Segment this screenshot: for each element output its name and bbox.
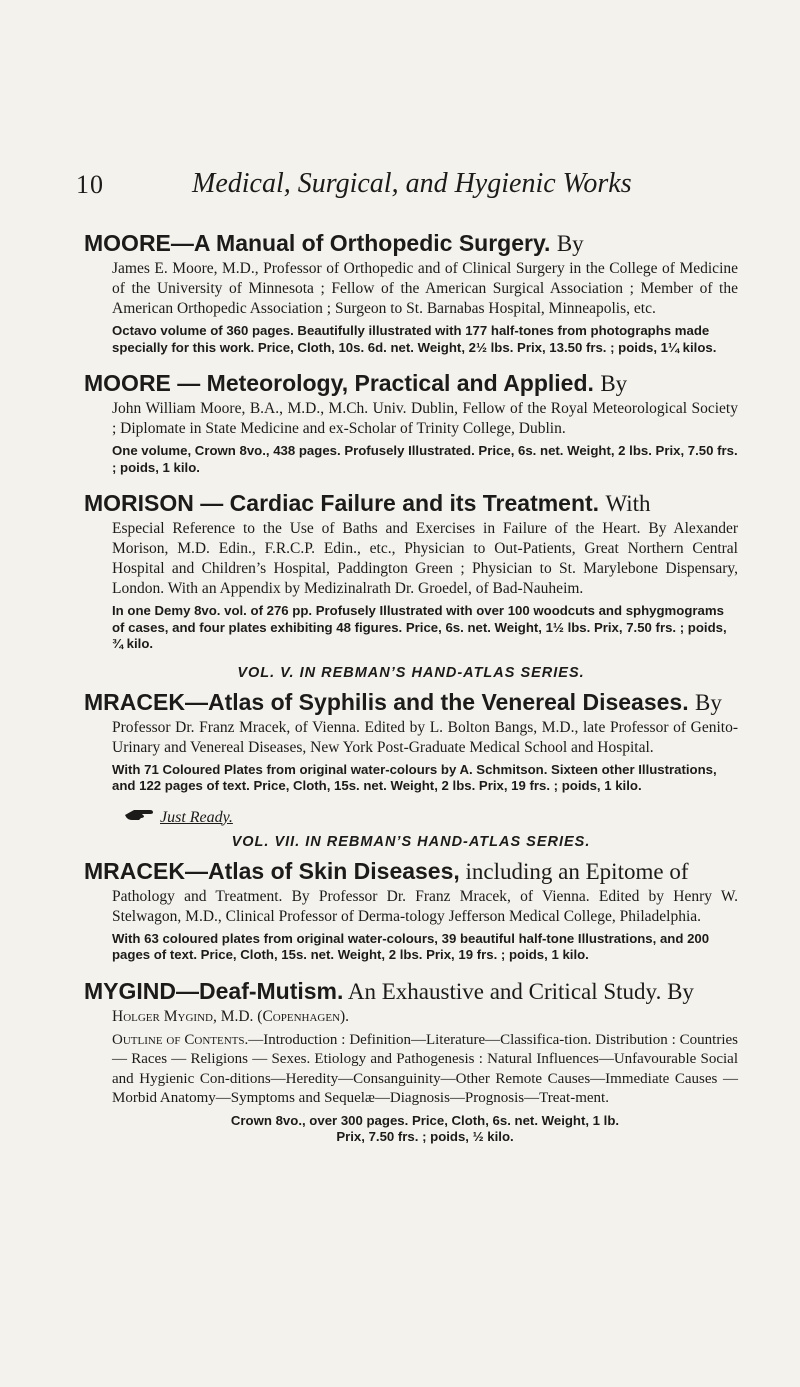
pointing-hand-icon bbox=[124, 807, 154, 830]
entry-by: By bbox=[556, 231, 584, 256]
just-ready-notice bbox=[124, 807, 738, 830]
entry-description: John William Moore, B.A., M.D., M.Ch. Univ. Dublin, Fellow of the Royal Meteorological Society ; Diplomate in State Medicine and ex-Scholar of Trinity College, Dublin. bbox=[112, 400, 738, 437]
entry-title: —Atlas of Syphilis and the Venereal Diseases. bbox=[184, 688, 689, 715]
entry-moore-meteorology bbox=[84, 368, 738, 476]
entry-mracek-skin bbox=[84, 807, 738, 964]
series-label: VOL. VII. IN REBMAN’S HAND-ATLAS SERIES. bbox=[231, 833, 591, 850]
entry-author: MYGIND bbox=[84, 977, 176, 1004]
entry-author: MORISON bbox=[84, 490, 194, 516]
entry-description: Holger Mygind, M.D. (Copenhagen). bbox=[112, 1007, 350, 1025]
entry-author: MOORE bbox=[84, 230, 171, 256]
entry-publication-details: With 71 Coloured Plates from original water-colours by A. Schmitson. Sixteen other Illustrations, and 122 pages of text. Price, Cloth, 15s. net. Weight, 2 lbs. Prix, 19 frs. ; poids, 1 kilo. bbox=[112, 761, 717, 793]
entry-title: —A Manual of Orthopedic Surgery. bbox=[170, 230, 551, 256]
entry-publication-details: With 63 coloured plates from original water-colours, 39 beautiful half-tone Illustrations, and 200 pages of text. Price, Cloth, 15s. net. Weight, 2 lbs. Prix, 19 frs. ; poids, 1 kilo. bbox=[112, 930, 710, 962]
entry-author: MRACEK bbox=[84, 857, 185, 884]
outline-of-contents bbox=[112, 1031, 738, 1109]
entry-by: By bbox=[695, 689, 722, 715]
entry-publication-details: Crown 8vo., over 300 pages. Price, Cloth, 6s. net. Weight, 1 lb. bbox=[230, 1112, 620, 1128]
notice-text: Just Ready. bbox=[160, 808, 233, 826]
entry-title-rest: An Exhaustive and Critical Study. By bbox=[343, 978, 694, 1004]
entry-author: MRACEK bbox=[84, 688, 185, 715]
entry-description: Especial Reference to the Use of Baths and Exercises in Failure of the Heart. By Alexander Morison, M.D. Edin., F.R.C.P. Edin., etc., Physician to Out-Patients, Great Northern Central Hospital and Children’s Hospital, Paddington Green ; Physician to St. Marylebone Dispensary, London. With an Appendix by Medizinalrath Dr. Groedel, of Bad-Nauheim. bbox=[112, 520, 738, 597]
series-label: VOL. V. IN REBMAN’S HAND-ATLAS SERIES. bbox=[237, 664, 585, 681]
entry-publication-details-2: Prix, 7.50 frs. ; poids, ½ kilo. bbox=[336, 1129, 514, 1144]
running-head bbox=[76, 166, 736, 210]
entry-title: — Cardiac Failure and its Treatment. bbox=[193, 490, 600, 516]
entry-by: With bbox=[605, 491, 651, 516]
entry-title-rest: including an Epitome of bbox=[459, 858, 689, 884]
entry-title: —Deaf-Mutism. bbox=[176, 977, 344, 1004]
outline-heading: Outline of Contents. bbox=[112, 1031, 249, 1048]
entry-publication-details: Octavo volume of 360 pages. Beautifully illustrated with 177 half-tones from photographs made specially for this work. Price, Cloth, 10s. 6d. net. Weight, 2½ lbs. Prix, 13.50 frs. ; poids, 1¼ kilos. bbox=[112, 323, 717, 355]
entry-mracek-syphilis bbox=[84, 665, 738, 795]
entry-heading bbox=[84, 976, 738, 1007]
entry-heading bbox=[84, 368, 738, 399]
entry-author: MOORE bbox=[84, 370, 171, 396]
outline-text: —Introduction : Definition—Literature—Classifica-tion. Distribution : Countries — Races — Religions — Sexes. Etiology and Pathogenesis : Natural Influences—Unfavourable Social and Hygienic Con-ditions—Heredity—Consanguinity—Other Remote Causes—Immediate Causes —Morbid Anatomy—Symptoms and Sequelæ—Diagnosis—Prognosis—Treat-ment. bbox=[112, 1031, 738, 1106]
entry-mygind-deaf-mutism bbox=[84, 976, 738, 1146]
entry-by: By bbox=[600, 371, 628, 396]
entry-morison-cardiac bbox=[84, 488, 738, 653]
entry-title: — Meteorology, Practical and Applied. bbox=[170, 370, 594, 396]
entry-heading bbox=[84, 856, 738, 887]
catalogue-entries bbox=[84, 228, 738, 1158]
page-title: Medical, Surgical, and Hygienic Works bbox=[192, 168, 632, 199]
entry-title: —Atlas of Skin Diseases, bbox=[184, 857, 460, 884]
entry-description: James E. Moore, M.D., Professor of Orthopedic and of Clinical Surgery in the College of Medicine of the University of Minnesota ; Fellow of the American Surgical Association ; Member of the American Orthopedic Association ; Surgeon to St. Barnabas Hospital, Minneapolis, etc. bbox=[112, 260, 738, 317]
entry-heading bbox=[84, 687, 738, 718]
entry-description: Professor Dr. Franz Mracek, of Vienna. Edited by L. Bolton Bangs, M.D., late Professor of Genito-Urinary and Venereal Diseases, New York Post-Graduate Medical School and Hospital. bbox=[112, 718, 738, 756]
entry-publication-details: One volume, Crown 8vo., 438 pages. Profusely Illustrated. Price, 6s. net. Weight, 2 lbs. Prix, 7.50 frs. ; poids, 1 kilo. bbox=[112, 443, 738, 475]
entry-heading bbox=[84, 228, 738, 259]
entry-description: Pathology and Treatment. By Professor Dr. Franz Mracek, of Vienna. Edited by Henry W. Stelwagon, M.D., Clinical Professor of Derma-tology Jefferson Medical College, Philadelphia. bbox=[112, 887, 738, 925]
page-number: 10 bbox=[76, 170, 104, 199]
entry-moore-orthopedic bbox=[84, 228, 738, 356]
entry-publication-details: In one Demy 8vo. vol. of 276 pp. Profusely Illustrated with over 100 woodcuts and sphygmograms of cases, and four plates exhibiting 48 figures. Price, 6s. net. Weight, 1½ lbs. Prix, 7.50 frs. ; poids, ¾ kilo. bbox=[112, 603, 727, 651]
entry-heading bbox=[84, 488, 738, 519]
